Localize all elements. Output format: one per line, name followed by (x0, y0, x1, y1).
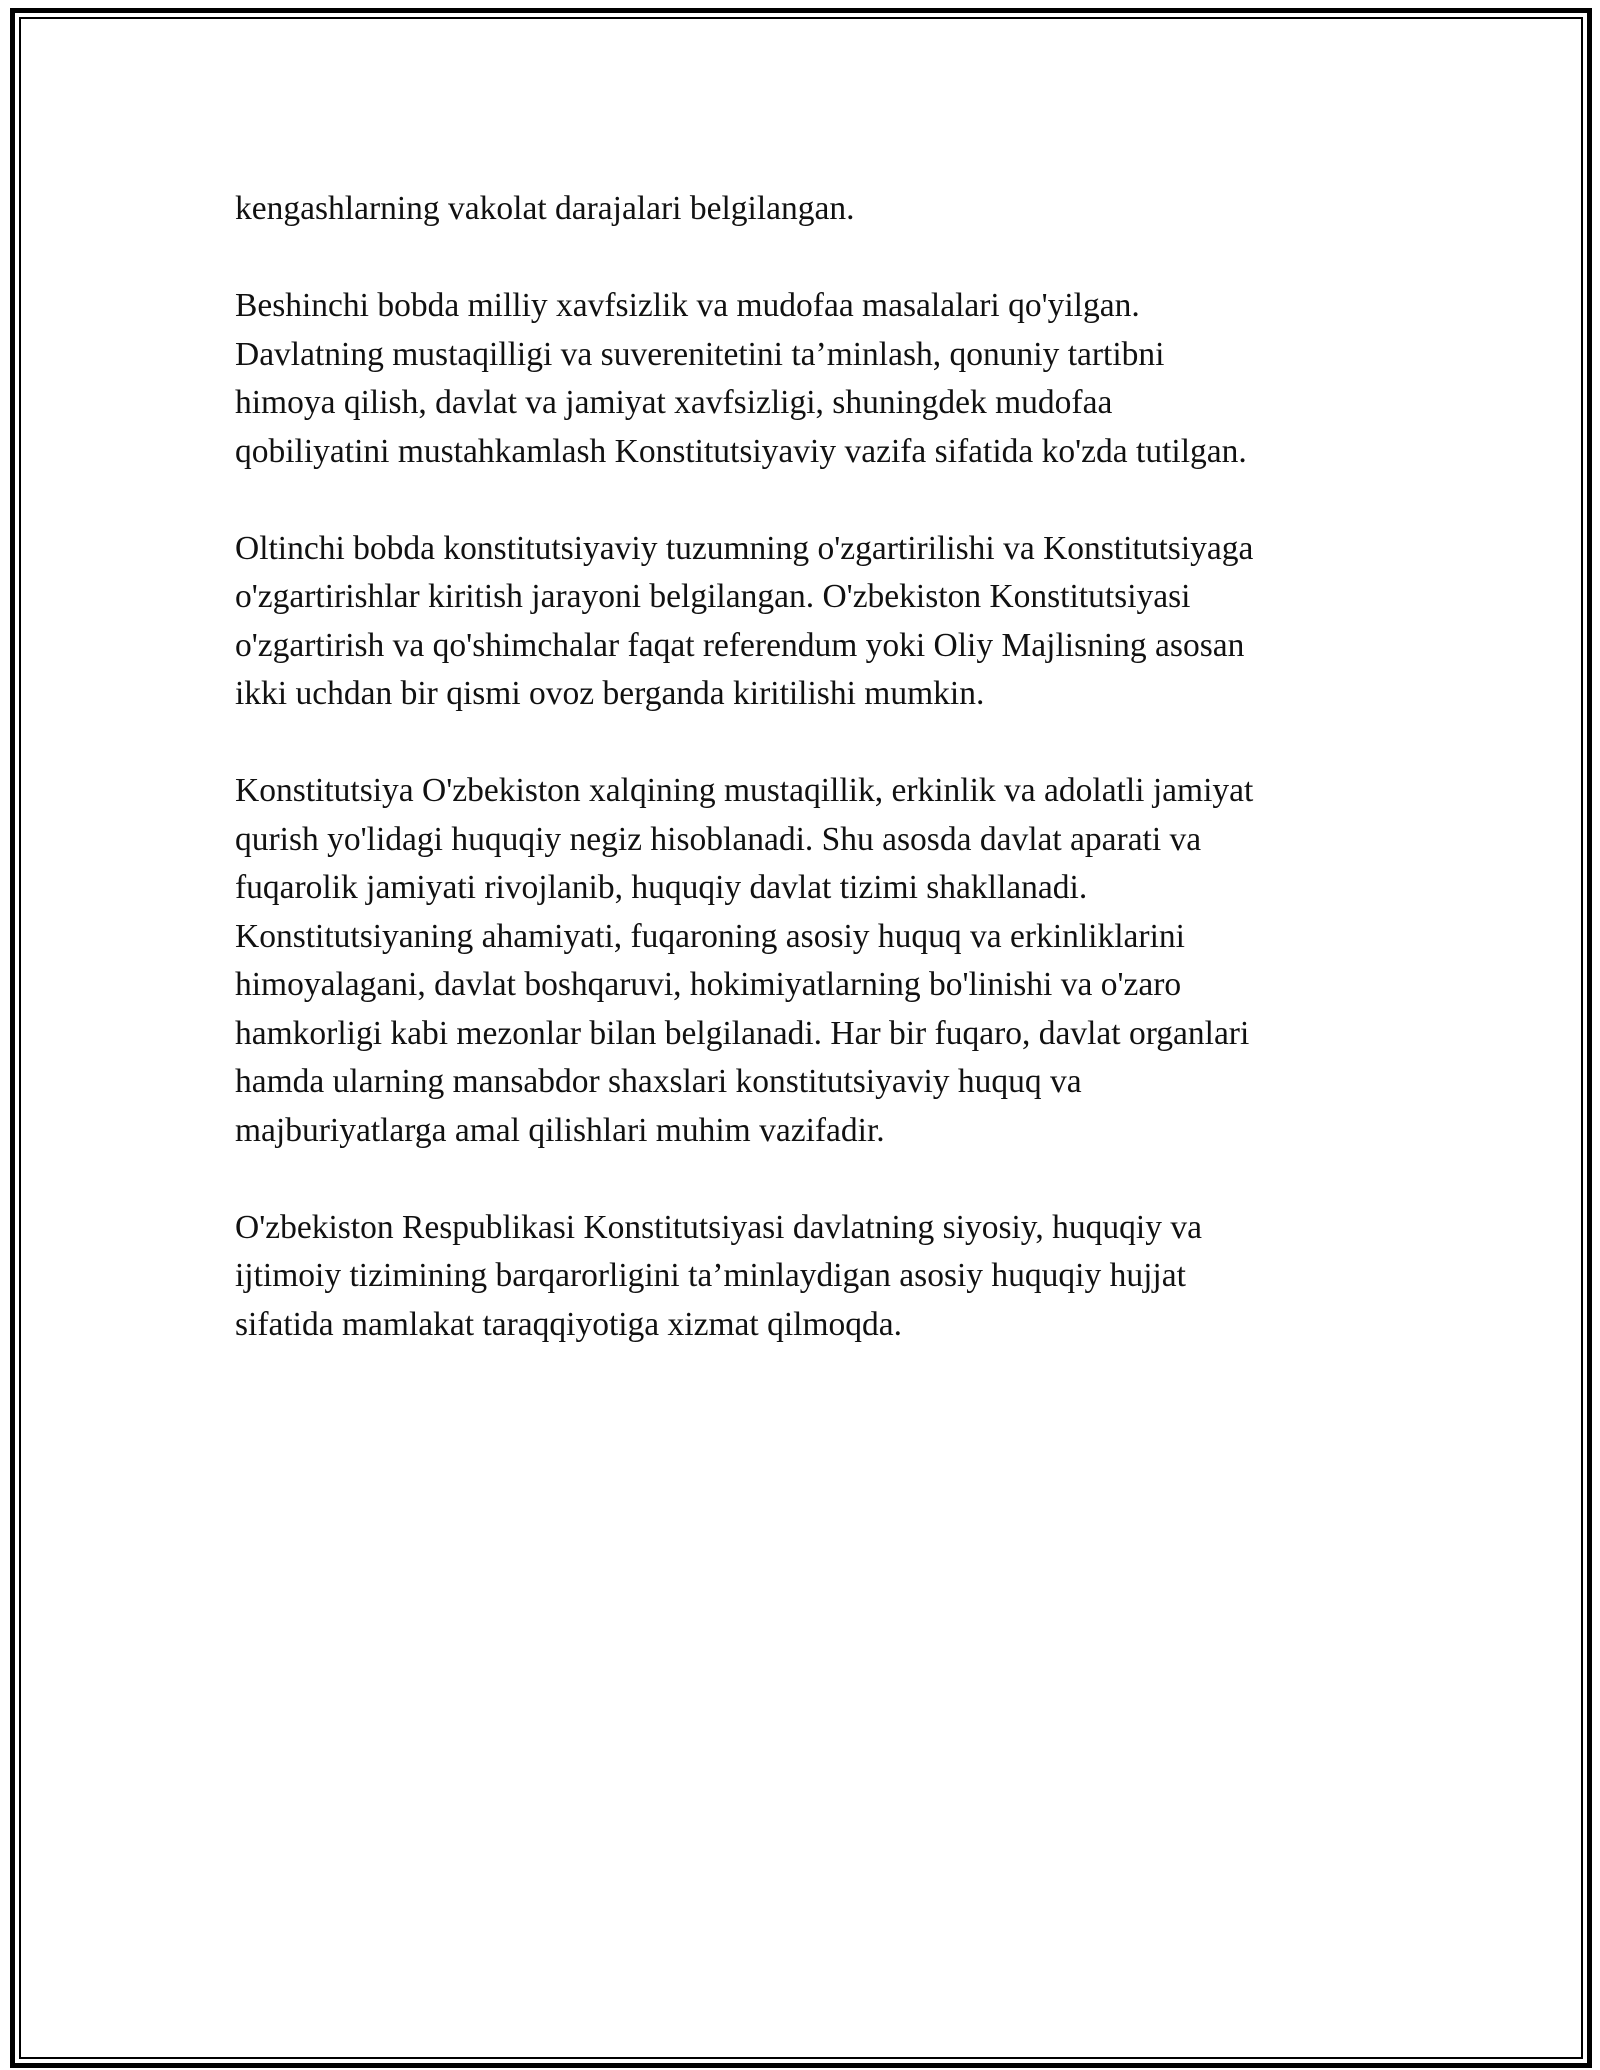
document-body (235, 185, 1370, 1398)
paragraph-2: Beshinchi bobda milliy xavfsizlik va mudofaa masalalari qo'yilgan. Davlatning mustaqilligi va suverenitetini ta’minlash, qonuniy tartibni himoya qilish, davlat va jamiyat xavfsizligi, shuningdek mudofaa qobiliyatini mustahkamlash Konstitutsiyaviy vazifa sifatida ko'zda tutilgan. (235, 287, 1247, 470)
paragraph-1: kengashlarning vakolat darajalari belgilangan. (235, 190, 855, 227)
paragraph-3: Oltinchi bobda konstitutsiyaviy tuzumning o'zgartirilishi va Konstitutsiyaga o'zgartirishlar kiritish jarayoni belgilangan. O'zbekiston Konstitutsiyasi o'zgartirish va qo'shimchalar faqat referendum yoki Oliy Majlisning asosan ikki uchdan bir qismi ovoz berganda kiritilishi mumkin. (235, 529, 1254, 712)
paragraph-4: Konstitutsiya O'zbekiston xalqining mustaqillik, erkinlik va adolatli jamiyat qurish yo'lidagi huquqiy negiz hisoblanadi. Shu asosda davlat aparati va fuqarolik jamiyati rivojlanib, huquqiy davlat tizimi shakllanadi. Konstitutsiyaning ahamiyati, fuqaroning asosiy huquq va erkinliklarini himoyalagani, davlat boshqaruvi, hokimiyatlarning bo'linishi va o'zaro hamkorligi kabi mezonlar bilan belgilanadi. Har bir fuqaro, davlat organlari hamda ularning mansabdor shaxslari konstitutsiyaviy huquq va majburiyatlarga amal qilishlari muhim vazifadir. (235, 772, 1254, 1149)
paragraph-5: O'zbekiston Respublikasi Konstitutsiyasi davlatning siyosiy, huquqiy va ijtimoiy tizimining barqarorligini ta’minlaydigan asosiy huquqiy hujjat sifatida mamlakat taraqqiyotiga xizmat qilmoqda. (235, 1208, 1202, 1343)
